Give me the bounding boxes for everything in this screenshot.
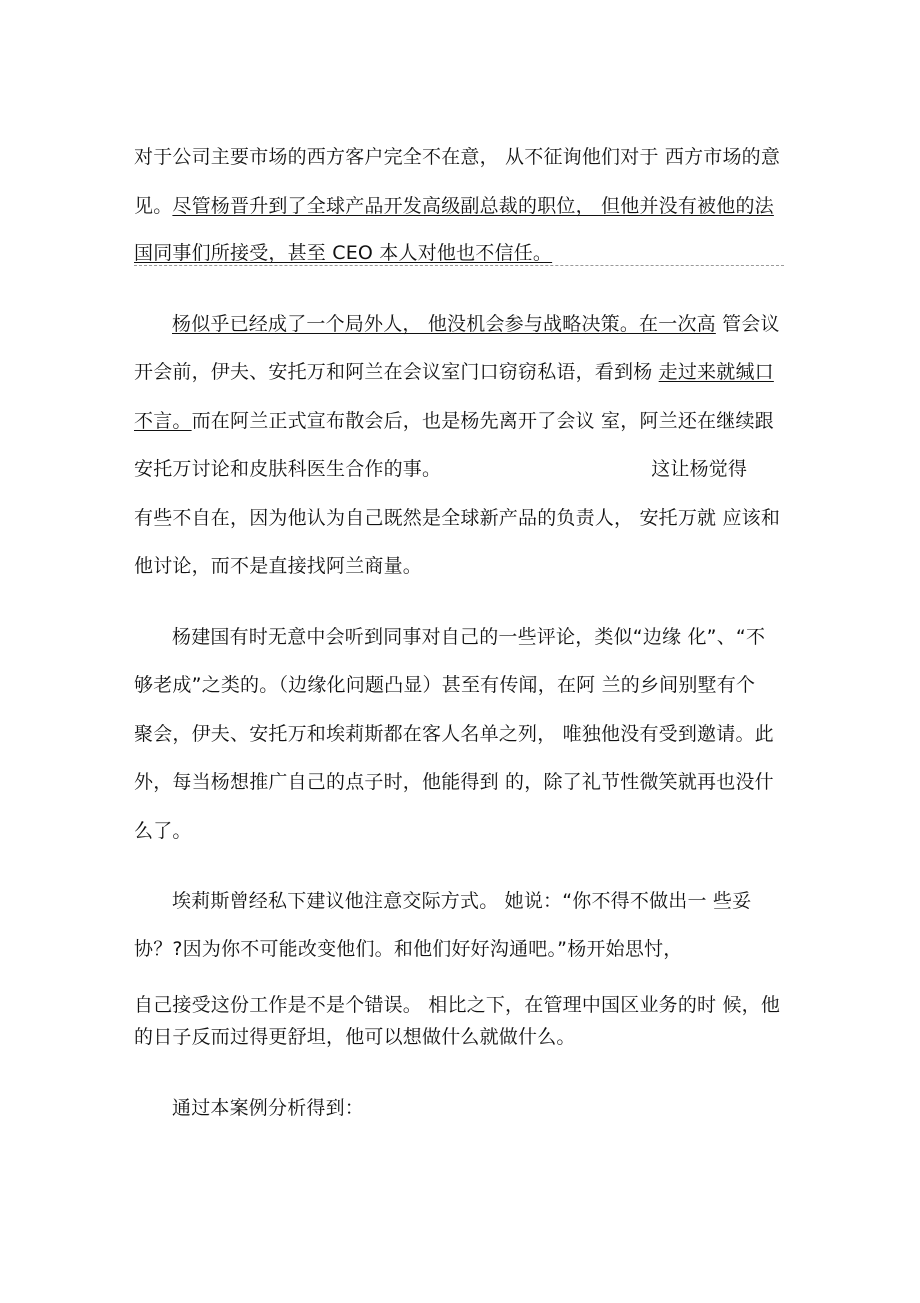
text-span: 埃莉斯曾经私下建议他注意交际方式。 她说：“你不得不做出一 些妥: [172, 890, 752, 912]
text-span: 通过本案例分析得到：: [172, 1097, 365, 1119]
text-span: 够老成”之类的。（边缘化问题凸显）甚至有传闻，在阿 兰的乡间别墅有个: [134, 674, 756, 696]
text-line: [172, 888, 751, 914]
text-line: [134, 456, 747, 482]
text-span: 这让杨觉得: [651, 458, 748, 480]
underlined-text: 国同事们所接受，甚至 CEO 本人对他也不信任。: [134, 242, 553, 264]
text-line: [134, 721, 774, 747]
text-span: 有些不自在，因为他认为自己既然是全球新产品的负责人， 安托万就 应该和: [134, 507, 781, 529]
text-span: 开会前，伊夫、安托万和阿兰在会议室门口窃窃私语，看到杨: [134, 361, 659, 383]
text-line: [134, 992, 780, 1018]
text-span: 杨建国有时无意中会听到同事对自己的一些评论，类似“边缘 化”、“不: [172, 626, 766, 648]
underlined-text: 不言。: [134, 410, 192, 432]
text-span: 他讨论，而不是直接找阿兰商量。: [134, 555, 423, 577]
text-line: [134, 240, 552, 266]
underlined-text: 杨似乎已经成了一个局外人， 他没机会参与战略决策。在一次高: [172, 313, 716, 335]
text-line: [172, 624, 765, 650]
dashed-divider: [134, 265, 784, 266]
text-span: 见。: [134, 195, 173, 217]
text-span: 管会议: [715, 313, 780, 335]
text-span: 么了。: [134, 820, 192, 842]
text-span: 自己接受这份工作是不是个错误。 相比之下，在管理中国区业务的时 候，他: [134, 994, 781, 1016]
underlined-text: 尽管杨晋升到了全球产品开发高级副总裁的职位， 但他并没有被他的法: [172, 195, 774, 217]
text-line: [134, 144, 780, 170]
text-span: 的日子反而过得更舒坦，他可以想做什么就做什么。: [134, 1026, 576, 1048]
text-line: [134, 1024, 576, 1050]
text-line: [134, 408, 774, 434]
text-line: [172, 311, 780, 337]
text-line: [134, 505, 780, 531]
text-span: 安托万讨论和皮肤科医生合作的事。: [134, 458, 442, 480]
text-line: [172, 1095, 364, 1121]
text-line: [134, 818, 192, 844]
underlined-text: 走过来就缄口: [658, 361, 774, 383]
text-span: 聚会，伊夫、安托万和埃莉斯都在客人名单之列， 唯独他没有受到邀请。此: [134, 723, 774, 745]
text-span: 而在阿兰正式宣布散会后，也是杨先离开了会议 室，阿兰还在继续跟: [191, 410, 774, 432]
text-span: 对于公司主要市场的西方客户完全不在意， 从不征询他们对于 西方市场的意: [134, 146, 781, 168]
text-line: [134, 769, 774, 795]
text-line: [134, 936, 682, 962]
text-line: [134, 193, 774, 219]
text-line: [134, 359, 774, 385]
text-span: 外，每当杨想推广自己的点子时，他能得到 的，除了礼节性微笑就再也没什: [134, 771, 774, 793]
text-span: 协？?因为你不可能改变他们。和他们好好沟通吧。”杨开始思忖，: [134, 938, 683, 960]
text-line: [134, 553, 422, 579]
text-line: [134, 672, 755, 698]
